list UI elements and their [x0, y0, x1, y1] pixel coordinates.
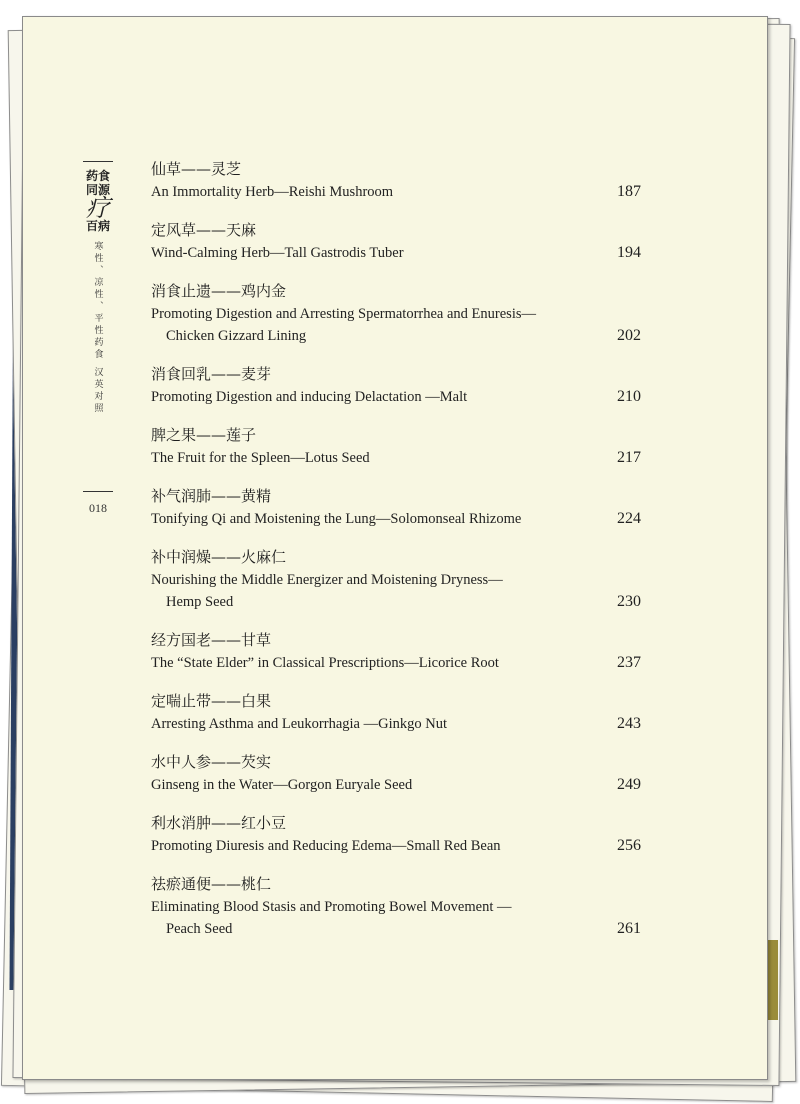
entry-page: 249 [617, 776, 641, 793]
toc-entry[interactable] [151, 872, 641, 940]
entry-title-en [151, 242, 641, 264]
toc-entry[interactable] [151, 689, 641, 735]
entry-page: 243 [617, 715, 641, 732]
entry-page: 194 [617, 244, 641, 261]
entry-title-en [151, 447, 641, 469]
entry-title-en [151, 774, 641, 796]
entry-title-en [151, 508, 641, 530]
entry-title-en-text: The Fruit for the Spleen—Lotus Seed [151, 450, 370, 466]
entry-title-en-continued: Peach Seed [166, 921, 233, 937]
series-title-line: 百病 [85, 219, 110, 233]
entry-title-en-continued: Chicken Gizzard Lining [166, 328, 307, 344]
entry-title-zh: 仙草——灵芝 [151, 160, 242, 178]
entry-page: 187 [617, 183, 641, 200]
entry-page: 237 [617, 654, 641, 671]
entry-page: 256 [617, 837, 641, 854]
toc-entry[interactable] [151, 811, 641, 857]
entry-title-en-text: Nourishing the Middle Energizer and Moistening Dryness— [151, 572, 503, 588]
toc-page [22, 16, 768, 1080]
toc-list [151, 157, 641, 955]
entry-title-zh: 补气润肺——黄精 [151, 487, 272, 505]
series-title-line: 药食 [85, 169, 110, 183]
entry-title-zh: 补中润燥——火麻仁 [151, 548, 287, 566]
side-rule [83, 491, 113, 492]
entry-title-zh: 消食回乳——麦芽 [151, 365, 272, 383]
entry-title-en-text: Wind-Calming Herb—Tall Gastrodis Tuber [151, 245, 404, 261]
entry-title-zh: 祛瘀通便——桃仁 [151, 875, 272, 893]
entry-title-zh: 经方国老——甘草 [151, 631, 272, 649]
entry-title-zh: 定喘止带——白果 [151, 692, 272, 710]
toc-entry[interactable] [151, 362, 641, 408]
entry-title-en-text: Ginseng in the Water—Gorgon Euryale Seed [151, 777, 413, 793]
toc-entry[interactable] [151, 157, 641, 203]
entry-title-en-text: Promoting Diuresis and Reducing Edema—Small Red Bean [151, 838, 501, 854]
entry-title-en [151, 303, 641, 347]
entry-title-en [151, 569, 641, 613]
entry-page: 210 [617, 388, 641, 405]
page-number: 018 [89, 501, 107, 515]
toc-entry[interactable] [151, 218, 641, 264]
toc-entry[interactable] [151, 750, 641, 796]
entry-title-en [151, 713, 641, 735]
entry-page: 261 [617, 920, 641, 937]
entry-title-en-text: Arresting Asthma and Leukorrhagia —Ginkgo Nut [151, 716, 447, 732]
series-title [83, 169, 113, 431]
entry-page: 224 [617, 510, 641, 527]
entry-title-en-text: Promoting Digestion and Arresting Spermatorrhea and Enuresis— [151, 306, 536, 322]
series-subtitle: 寒性、凉性、平性药食 汉英对照 [92, 241, 103, 415]
entry-title-en [151, 652, 641, 674]
toc-entry[interactable] [151, 628, 641, 674]
entry-title-zh: 消食止遗——鸡内金 [151, 282, 287, 300]
entry-page: 230 [617, 593, 641, 610]
entry-title-zh: 水中人参——芡实 [151, 753, 272, 771]
entry-title-en-text: Eliminating Blood Stasis and Promoting Bowel Movement — [151, 899, 512, 915]
entry-page: 202 [617, 327, 641, 344]
entry-title-en-text: Tonifying Qi and Moistening the Lung—Solomonseal Rhizome [151, 511, 522, 527]
entry-title-en-continued: Hemp Seed [166, 594, 234, 610]
toc-entry[interactable] [151, 545, 641, 613]
entry-title-zh: 定风草——天麻 [151, 221, 257, 239]
toc-entry[interactable] [151, 423, 641, 469]
entry-title-en [151, 386, 641, 408]
entry-title-en [151, 896, 641, 940]
side-rule [83, 161, 113, 162]
entry-title-en [151, 181, 641, 203]
toc-entry[interactable] [151, 484, 641, 530]
entry-title-en-text: An Immortality Herb—Reishi Mushroom [151, 184, 394, 200]
entry-title-zh: 脾之果——莲子 [151, 426, 257, 444]
entry-title-zh: 利水消肿——红小豆 [151, 814, 287, 832]
series-title-calligraphy: 疗 [86, 194, 110, 222]
entry-title-en-text: The “State Elder” in Classical Prescriptions—Licorice Root [151, 655, 499, 671]
entry-page: 217 [617, 449, 641, 466]
toc-entry[interactable] [151, 279, 641, 347]
entry-title-en-text: Promoting Digestion and inducing Delactation —Malt [151, 389, 468, 405]
series-title-line: 同源 [85, 183, 110, 197]
entry-title-en [151, 835, 641, 857]
